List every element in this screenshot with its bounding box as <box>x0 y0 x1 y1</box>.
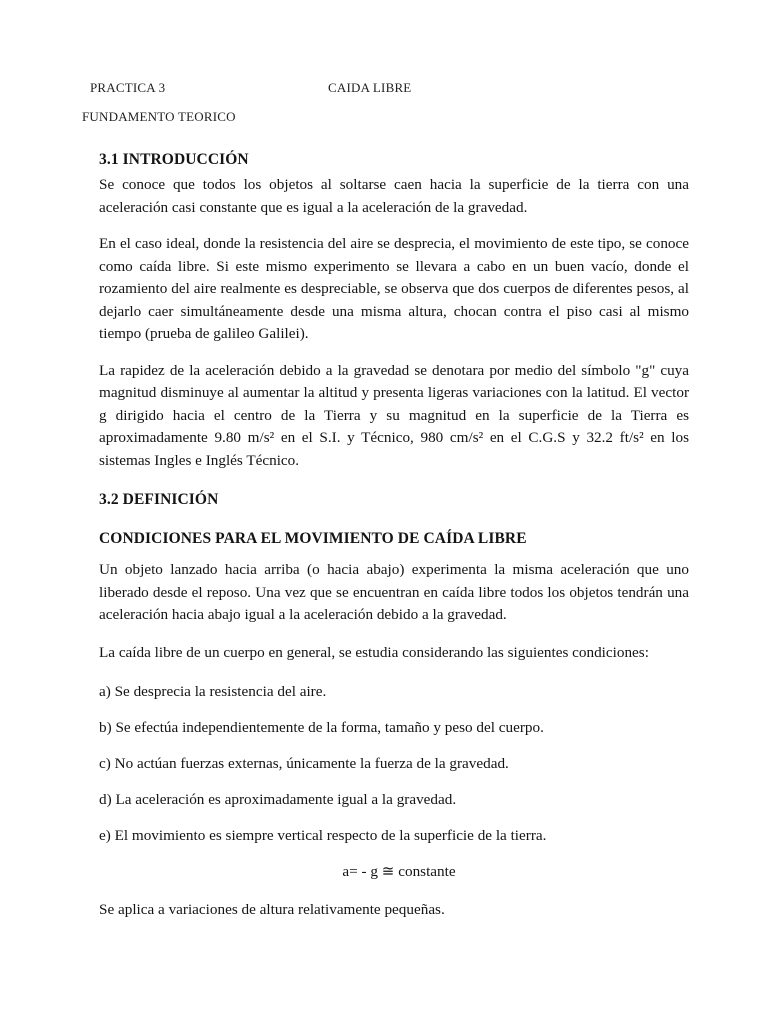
definition-paragraph: Un objeto lanzado hacia arriba (o hacia abajo) experimenta la misma aceleración que uno liberado desde el reposo. Una vez que se encuentran en caída libre todos los objetos tendrán una aceleración hacia abajo igual a la aceleración debido a la gravedad. <box>99 561 689 623</box>
conditions-heading: CONDICIONES PARA EL MOVIMIENTO DE CAÍDA LIBRE <box>99 530 527 547</box>
conditions-intro-paragraph: La caída libre de un cuerpo en general, se estudia considerando las siguientes condiciones: <box>99 643 649 661</box>
list-item: c) No actúan fuerzas externas, únicamente la fuerza de la gravedad. <box>99 755 509 772</box>
list-item: d) La aceleración es aproximadamente igual a la gravedad. <box>99 791 457 808</box>
definition-heading: 3.2 DEFINICIÓN <box>99 491 219 508</box>
list-item: e) El movimiento es siempre vertical respecto de la superficie de la tierra. <box>99 827 547 844</box>
intro-paragraph: Se conoce que todos los objetos al soltarse caen hacia la superficie de la tierra con una aceleración casi constante que es igual a la aceleración de la gravedad. <box>99 176 689 216</box>
scanned-text-block <box>99 150 689 922</box>
list-item: a) Se desprecia la resistencia del aire. <box>99 683 327 700</box>
acceleration-formula: a= - g ≅ constante <box>342 863 456 880</box>
closing-paragraph: Se aplica a variaciones de altura relativamente pequeñas. <box>99 901 445 918</box>
list-item: b) Se efectúa independientemente de la forma, tamaño y peso del cuerpo. <box>99 719 544 736</box>
practice-title: CAIDA LIBRE <box>328 80 412 95</box>
practice-number: PRACTICA 3 <box>90 80 166 95</box>
gravity-paragraph: La rapidez de la aceleración debido a la gravedad se denotara por medio del símbolo "g" cuya magnitud disminuye al aumentar la altitud y presenta ligeras variaciones con la latitud. El vector g dirigido hacia el centro de la Tierra y su magnitud en la superficie de la Tierra es aproximadamente 9.80 m/s² en el S.I. y Técnico, 980 cm/s² en el C.G.S y 32.2 ft/s² en los sistemas Ingles e Inglés Técnico. <box>99 361 689 469</box>
conditions-list <box>99 681 689 847</box>
ideal-case-paragraph: En el caso ideal, donde la resistencia del aire se desprecia, el movimiento de este tipo, se conoce como caída libre. Si este mismo experimento se llevara a cabo en un buen vacío, donde el rozamiento del aire realmente es despreciable, se observa que dos cuerpos de diferentes pesos, al dejarlo caer simultáneamente desde una misma altura, chocan contra el piso casi al mismo tiempo (prueba de galileo Galilei). <box>99 235 689 342</box>
intro-heading: 3.1 INTRODUCCIÓN <box>99 151 249 168</box>
section-label: FUNDAMENTO TEORICO <box>82 109 236 124</box>
